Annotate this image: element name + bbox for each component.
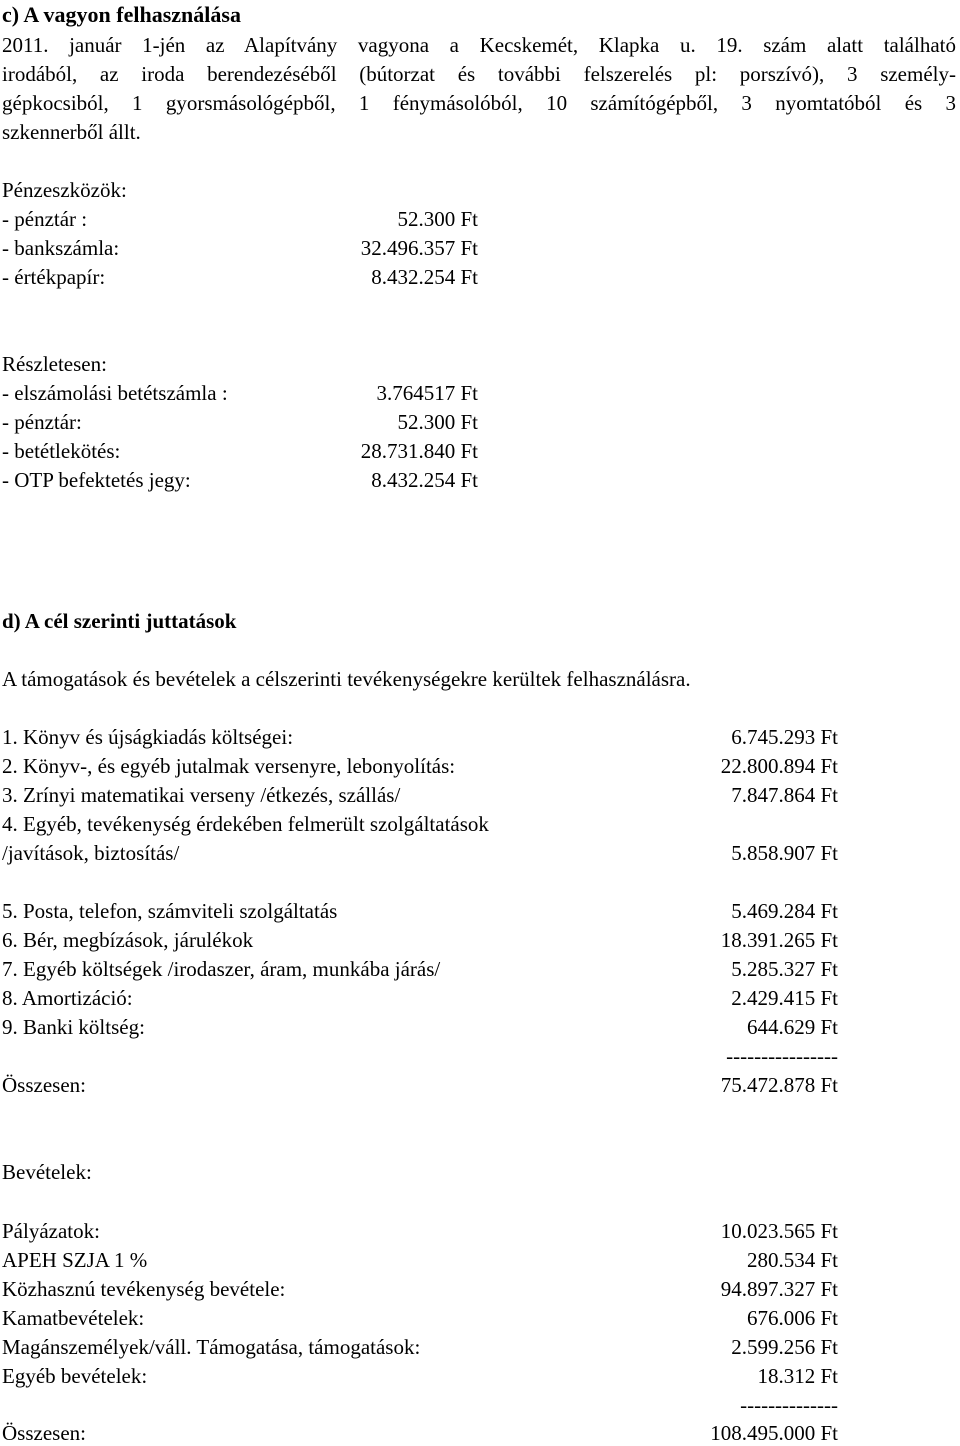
section-c-heading: c) A vagyon felhasználása (2, 2, 241, 27)
expense-value: 6.745.293 Ft (731, 725, 838, 749)
income-value: 2.599.256 Ft (731, 1335, 838, 1359)
income-total-label: Összesen: (2, 1421, 86, 1445)
expense-value: 2.429.415 Ft (731, 986, 838, 1010)
income-value: 280.534 Ft (746, 1248, 838, 1272)
income-value: 94.897.327 Ft (720, 1277, 838, 1301)
income-label: APEH SZJA 1 % (2, 1248, 148, 1272)
reszletesen-label: - elszámolási betétszámla : (2, 381, 228, 405)
expense-total-label: Összesen: (2, 1073, 86, 1097)
reszletesen-value: 8.432.254 Ft (371, 468, 478, 492)
section-d-intro: A támogatások és bevételek a célszerinti tevékenységekre kerültek felhasználásra. (2, 667, 691, 691)
paragraph-line: szkennerből állt. (2, 120, 141, 144)
paragraph-line: irodából, az iroda berendezéséből (bútorzat és további felszerelés pl: porszívó), 3 személy- (2, 62, 956, 86)
expense-label: 1. Könyv és újságkiadás költségei: (2, 725, 294, 749)
expense-total-value: 75.472.878 Ft (720, 1073, 838, 1097)
penzeszkozok-value: 8.432.254 Ft (371, 265, 478, 289)
reszletesen-title: Részletesen: (2, 352, 107, 376)
reszletesen-label: - betétlekötés: (2, 439, 121, 463)
reszletesen-value: 3.764517 Ft (376, 381, 478, 405)
income-value: 10.023.565 Ft (720, 1219, 838, 1243)
penzeszkozok-label: - pénztár : (2, 207, 88, 231)
penzeszkozok-title: Pénzeszközök: (2, 178, 127, 202)
expense-value: 22.800.894 Ft (720, 754, 838, 778)
income-label: Magánszemélyek/váll. Támogatása, támogatások: (2, 1335, 421, 1359)
income-value: 676.006 Ft (746, 1306, 838, 1330)
expense-label: 7. Egyéb költségek /irodaszer, áram, munkába járás/ (2, 957, 441, 981)
expense-label: 8. Amortizáció: (2, 986, 133, 1010)
expense-separator: ---------------- (726, 1044, 838, 1068)
expense-value: 7.847.864 Ft (731, 783, 838, 807)
income-label: Egyéb bevételek: (2, 1364, 148, 1388)
penzeszkozok-label: - értékpapír: (2, 265, 106, 289)
expense-label: 4. Egyéb, tevékenység érdekében felmerült szolgáltatások (2, 812, 489, 836)
reszletesen-label: - OTP befektetés jegy: (2, 468, 191, 492)
reszletesen-value: 52.300 Ft (397, 410, 478, 434)
penzeszkozok-value: 52.300 Ft (397, 207, 478, 231)
expense-label: 2. Könyv-, és egyéb jutalmak versenyre, lebonyolítás: (2, 754, 456, 778)
expense-value: 5.285.327 Ft (731, 957, 838, 981)
expense-value: 5.858.907 Ft (731, 841, 838, 865)
expense-label: /javítások, biztosítás/ (2, 841, 180, 865)
expense-label: 9. Banki költség: (2, 1015, 145, 1039)
penzeszkozok-value: 32.496.357 Ft (360, 236, 478, 260)
bevetelek-title: Bevételek: (2, 1160, 92, 1184)
expense-value: 644.629 Ft (746, 1015, 838, 1039)
expense-label: 5. Posta, telefon, számviteli szolgáltatás (2, 899, 338, 923)
income-label: Pályázatok: (2, 1219, 100, 1243)
expense-label: 6. Bér, megbízások, járulékok (2, 928, 254, 952)
section-d-heading: d) A cél szerinti juttatások (2, 609, 237, 633)
expense-label: 3. Zrínyi matematikai verseny /étkezés, szállás/ (2, 783, 401, 807)
income-value: 18.312 Ft (757, 1364, 838, 1388)
paragraph-line: gépkocsiból, 1 gyorsmásológépből, 1 fénymásolóból, 10 számítógépből, 3 nyomtatóból és 3 (2, 91, 956, 115)
income-total-value: 108.495.000 Ft (710, 1421, 838, 1445)
penzeszkozok-label: - bankszámla: (2, 236, 120, 260)
income-separator: -------------- (740, 1393, 838, 1417)
reszletesen-label: - pénztár: (2, 410, 82, 434)
reszletesen-value: 28.731.840 Ft (360, 439, 478, 463)
income-label: Kamatbevételek: (2, 1306, 145, 1330)
expense-value: 5.469.284 Ft (731, 899, 838, 923)
expense-value: 18.391.265 Ft (720, 928, 838, 952)
income-label: Közhasznú tevékenység bevétele: (2, 1277, 286, 1301)
paragraph-line: 2011. január 1-jén az Alapítvány vagyona a Kecskemét, Klapka u. 19. szám alatt található (2, 33, 956, 57)
